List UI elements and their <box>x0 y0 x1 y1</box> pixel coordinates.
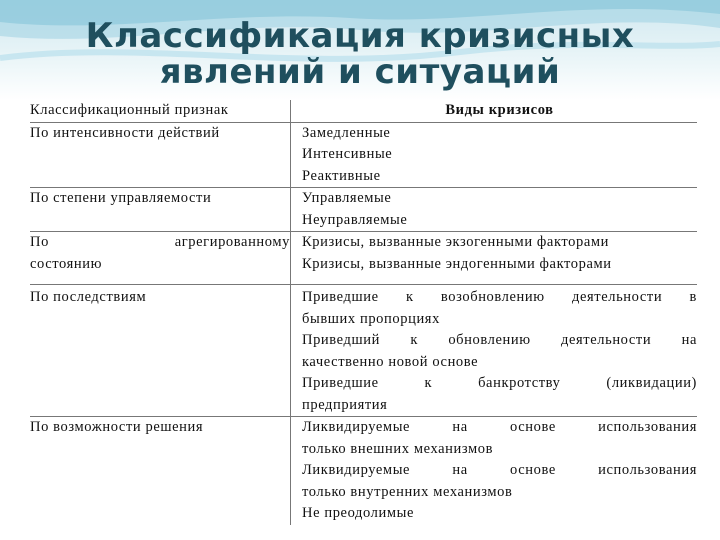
type-text: предприятия <box>302 396 388 413</box>
type-text: Ликвидируемые на основе использования <box>302 419 697 435</box>
criterion-text: состоянию <box>30 255 103 272</box>
type-text: Замедленные <box>302 124 391 141</box>
table-row <box>30 417 697 525</box>
table-header-row <box>30 100 697 123</box>
table-row <box>30 188 697 232</box>
criterion-cell <box>30 287 296 416</box>
type-text: Ликвидируемые на основе использования <box>302 462 697 478</box>
types-cell <box>296 188 697 231</box>
type-text: качественно новой основе <box>302 353 479 370</box>
criterion-text: По возможности решения <box>30 419 204 435</box>
type-text: Реактивные <box>302 167 381 184</box>
criterion-text: По последствиям <box>30 289 147 305</box>
type-text: Интенсивные <box>302 146 393 162</box>
criterion-cell <box>30 188 296 231</box>
criterion-text: По интенсивности действий <box>30 124 220 141</box>
type-text: только внешних механизмов <box>302 440 494 457</box>
type-text: Управляемые <box>302 190 392 206</box>
table-row <box>30 232 697 285</box>
type-text: только внутренних механизмов <box>302 483 513 500</box>
criterion-cell <box>30 417 296 525</box>
header-crisis-types: Виды кризисов <box>445 102 554 118</box>
criterion-text: По степени управляемости <box>30 190 212 206</box>
type-text: Не преодолимые <box>302 505 414 521</box>
crisis-classification-table <box>30 100 697 525</box>
criterion-text: По агрегированному <box>30 234 290 250</box>
type-text: Приведший к обновлению деятельности на <box>302 332 697 348</box>
types-cell <box>296 123 697 188</box>
criterion-cell <box>30 123 296 188</box>
type-text: Кризисы, вызванные эндогенными факторами <box>302 255 612 272</box>
header-criterion: Классификационный признак <box>30 102 229 118</box>
type-text: Приведшие к банкротству (ликвидации) <box>302 375 697 391</box>
types-cell <box>296 287 697 416</box>
type-text: Кризисы, вызванные экзогенными факторами <box>302 234 610 250</box>
criterion-cell <box>30 232 296 275</box>
type-text: Неуправляемые <box>302 211 408 228</box>
type-text: Приведшие к возобновлению деятельности в <box>302 289 697 305</box>
types-cell <box>296 232 697 275</box>
table-row <box>30 285 697 417</box>
title-line-2: явлений и ситуаций <box>159 52 561 92</box>
title-line-1: Классификация кризисных <box>85 16 635 56</box>
slide-title <box>0 18 720 90</box>
table-row <box>30 123 697 189</box>
types-cell <box>296 417 697 525</box>
type-text: бывших пропорциях <box>302 310 440 327</box>
